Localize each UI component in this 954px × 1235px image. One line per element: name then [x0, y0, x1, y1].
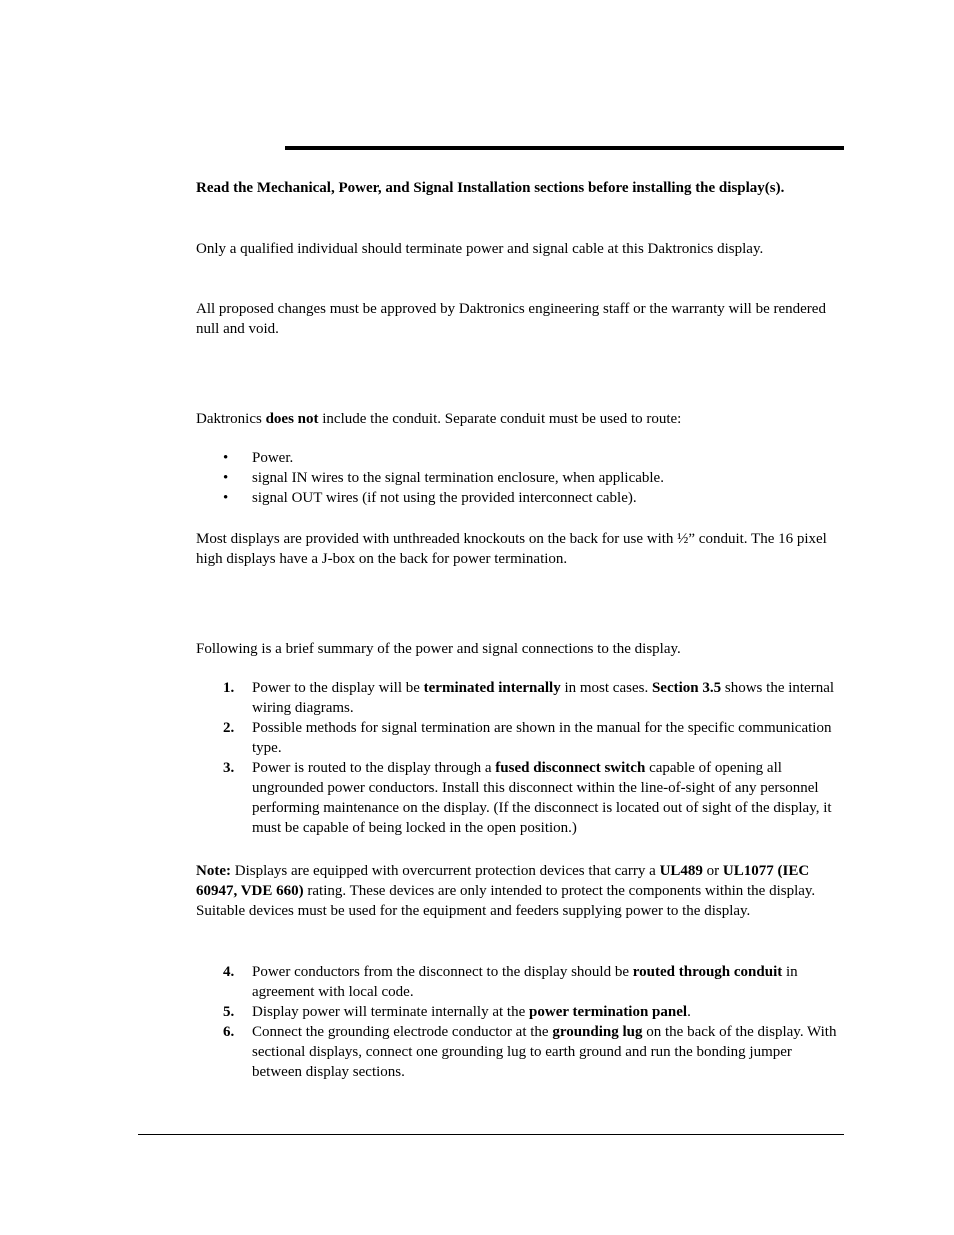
list-item: 6. Connect the grounding electrode conductor at the grounding lug on the back of the display. With sectional displays, connect one grounding lug to earth ground and run the bonding jumper between display sections.	[223, 1024, 837, 1080]
overcurrent-note: Note: Displays are equipped with overcurrent protection devices that carry a UL489 or UL1077 (IEC 60947, VDE 660) rating. These devices are only intended to protect the components within the display. Suitable devices must be used for the equipment and feeders supplying power to the display.	[196, 863, 816, 919]
list-item: • signal IN wires to the signal termination enclosure, when applicable.	[223, 470, 664, 486]
header-rule	[285, 146, 844, 150]
conduit-route-list	[196, 448, 844, 508]
list-item: 3. Power is routed to the display through a fused disconnect switch capable of opening all ungrounded power conductors. Install this disconnect within the line-of-sight of any personnel performing maintenance on the display. (If the disconnect is located out of sight of the display, it must be capable of being locked in the open position.)	[223, 760, 832, 836]
summary-lead-paragraph: Following is a brief summary of the power and signal connections to the display.	[196, 641, 681, 657]
connection-steps-list-2	[196, 962, 844, 1082]
list-item: 4. Power conductors from the disconnect to the display should be routed through conduit in agreement with local code.	[223, 964, 798, 1000]
list-item: 1. Power to the display will be terminated internally in most cases. Section 3.5 shows the internal wiring diagrams.	[223, 680, 835, 716]
bullet-icon: •	[223, 450, 229, 466]
bullet-icon: •	[223, 490, 229, 506]
list-item: 2. Possible methods for signal termination are shown in the manual for the specific communication type.	[223, 720, 832, 756]
knockouts-paragraph: Most displays are provided with unthreaded knockouts on the back for use with ½” conduit. The 16 pixel high displays have a J-box on the back for power termination.	[196, 531, 827, 567]
installation-warning: Read the Mechanical, Power, and Signal Installation sections before installing the display(s).	[196, 180, 785, 196]
qualified-individual-paragraph: Only a qualified individual should terminate power and signal cable at this Daktronics display.	[196, 241, 764, 257]
list-item: 5. Display power will terminate internally at the power termination panel.	[223, 1004, 691, 1020]
connection-steps-list-1	[196, 678, 844, 838]
bullet-icon: •	[223, 470, 229, 486]
footer-rule	[138, 1134, 844, 1135]
list-item: • signal OUT wires (if not using the provided interconnect cable).	[223, 490, 637, 506]
conduit-lead-paragraph: Daktronics does not include the conduit. Separate conduit must be used to route:	[196, 411, 682, 427]
list-item: • Power.	[223, 450, 294, 466]
proposed-changes-paragraph: All proposed changes must be approved by Daktronics engineering staff or the warranty will be rendered null and void.	[196, 301, 826, 337]
